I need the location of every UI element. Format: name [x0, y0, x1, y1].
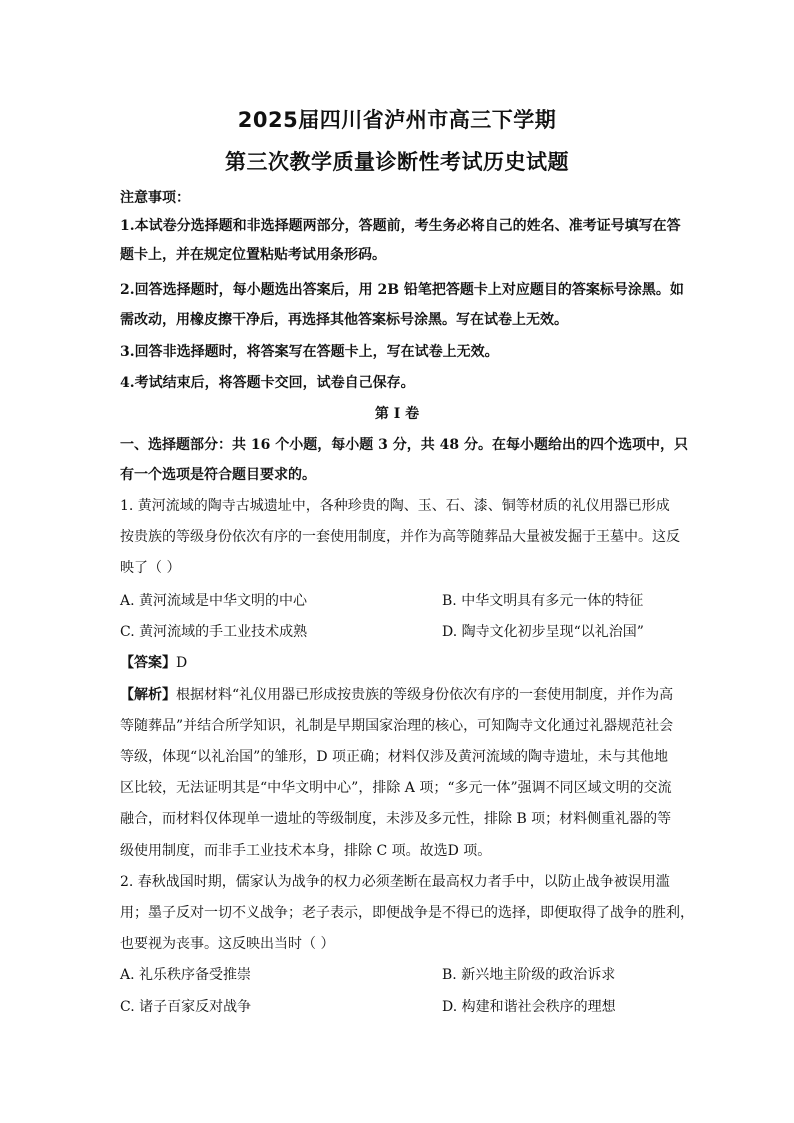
q2-option-c: C. 诸子百家反对战争: [120, 999, 252, 1015]
q2-option-a: A. 礼乐秩序备受推崇: [120, 967, 252, 983]
notes-item-4: 4.考试结束后，将答题卡交回，试卷自己保存。: [120, 375, 415, 391]
q1-analysis-line3: 等级，体现“以礼治国”的雏形，D 项正确；材料仅涉及黄河流域的陶寺遗址，未与其他地: [120, 749, 668, 765]
q2-stem-line3: 也要视为丧事。这反映出当时（ ）: [120, 936, 335, 952]
q1-stem-line1: 1. 黄河流域的陶寺古城遗址中，各种珍贵的陶、玉、石、漆、铜等材质的礼仪用器已形成: [120, 498, 670, 514]
exam-title-line1: 2025届四川省泸州市高三下学期: [237, 108, 557, 132]
answer-value: D: [176, 655, 188, 671]
notes-item-1-line2: 题卡上，并在规定位置粘贴考试用条形码。: [120, 247, 386, 263]
q1-analysis-line4: 区比较，无法证明其是“中华文明中心”，排除 A 项；“多元一体”强调不同区域文明的交流: [120, 780, 672, 796]
q1-option-b: B. 中华文明具有多元一体的特征: [442, 593, 644, 609]
section-intro-line1: 一、选择题部分：共 16 个小题，每小题 3 分，共 48 分。在每小题给出的四个选项中，只: [120, 437, 688, 453]
q1-option-d: D. 陶寺文化初步呈现“以礼治国”: [442, 624, 644, 640]
q1-stem-line3: 映了（ ）: [120, 560, 181, 576]
notes-item-3: 3.回答非选择题时，将答案写在答题卡上，写在试卷上无效。: [120, 344, 499, 360]
q1-analysis-line2: 等随葬品”并结合所学知识，礼制是早期国家治理的核心，可知陶寺文化通过礼器规范社会: [120, 718, 674, 734]
q1-option-a: A. 黄河流域是中华文明的中心: [120, 593, 308, 609]
notes-heading: 注意事项：: [120, 190, 190, 206]
notes-item-1-line1: 1.本试卷分选择题和非选择题两部分，答题前，考生务必将自己的姓名、准考证号填写在答: [120, 218, 681, 234]
exam-title-line2: 第三次教学质量诊断性考试历史试题: [225, 150, 569, 174]
q1-stem-line2: 按贵族的等级身份依次有序的一套使用制度，并作为高等随葬品大量被发掘于王墓中。这反: [120, 529, 680, 545]
q1-answer: [120, 653, 680, 673]
q2-option-d: D. 构建和谐社会秩序的理想: [442, 999, 616, 1015]
answer-label: 【答案】: [120, 655, 176, 671]
q2-option-b: B. 新兴地主阶级的政治诉求: [442, 967, 616, 983]
q1-analysis-line1: [120, 685, 680, 705]
q1-analysis-line6: 级使用制度，而非手工业技术本身，排除 C 项。故选D 项。: [120, 843, 492, 859]
notes-item-2-line1: 2.回答选择题时，每小题选出答案后，用 2B 铅笔把答题卡上对应题目的答案标号涂黑。如: [120, 282, 684, 298]
analysis-text: 根据材料“礼仪用器已形成按贵族的等级身份依次有序的一套使用制度，并作为高: [176, 687, 674, 703]
q1-analysis-line5: 融合，而材料仅体现单一遗址的等级制度，未涉及多元性，排除 B 项；材料侧重礼器的等: [120, 811, 672, 827]
q2-stem-line2: 用；墨子反对一切不义战争；老子表示，即便战争是不得已的选择，即便取得了战争的胜利，: [120, 905, 694, 921]
section-intro-line2: 有一个选项是符合题目要求的。: [120, 467, 316, 483]
q2-stem-line1: 2. 春秋战国时期，儒家认为战争的权力必须垄断在最高权力者手中，以防止战争被误用滥: [120, 874, 670, 890]
volume-heading: 第 I 卷: [374, 406, 420, 422]
analysis-label: 【解析】: [120, 687, 176, 703]
q1-option-c: C. 黄河流域的手工业技术成熟: [120, 624, 308, 640]
notes-item-2-line2: 需改动，用橡皮擦干净后，再选择其他答案标号涂黑。写在试卷上无效。: [120, 312, 568, 328]
